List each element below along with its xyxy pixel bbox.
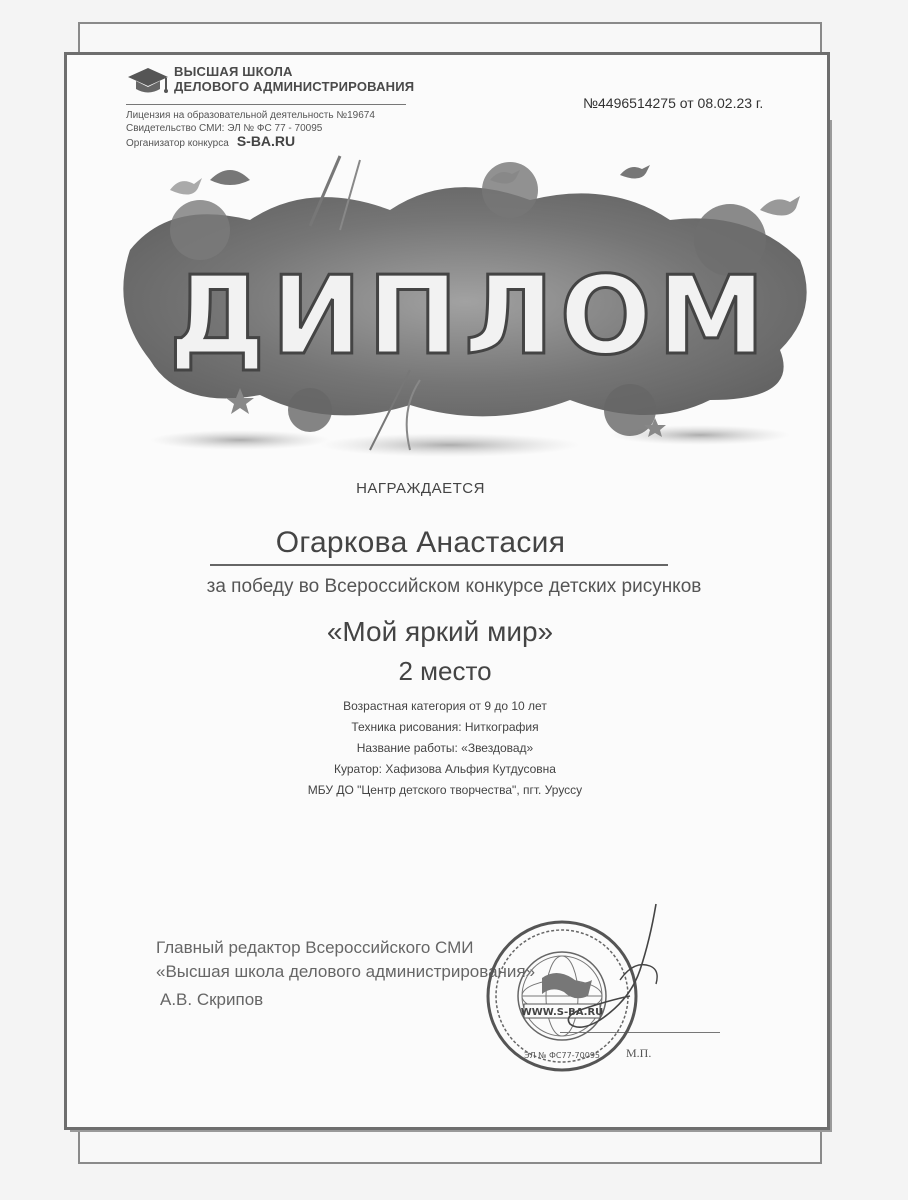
seal-registration-text: ЭЛ № ФС77-70095 xyxy=(524,1051,600,1060)
award-details xyxy=(0,696,890,801)
organizer-label: Организатор конкурса xyxy=(126,138,229,149)
document-number: №4496514275 от 08.02.23 г. xyxy=(583,95,764,111)
organizer-site: S-BA.RU xyxy=(236,133,296,149)
license-text: Лицензия на образовательной деятельность №19674 xyxy=(126,110,375,121)
award-reason: за победу во Всероссийском конкурсе детских рисунков xyxy=(206,576,702,597)
watercolor-splash-illustration xyxy=(110,160,830,470)
organization-info xyxy=(126,109,375,150)
place-text: 2 место xyxy=(398,656,492,686)
age-category: Возрастная категория от 9 до 10 лет xyxy=(343,699,547,713)
signer-position-line2: «Высшая школа делового администрирования» xyxy=(156,962,536,981)
technique: Техника рисования: Ниткография xyxy=(351,720,539,734)
recipient-underline xyxy=(210,564,668,566)
signer-name: А.В. Скрипов xyxy=(160,990,264,1009)
page-edge xyxy=(70,1130,832,1132)
handwritten-signature xyxy=(560,900,670,1050)
seal-site-text: WWW.S-BA.RU xyxy=(520,1007,604,1018)
signer-block xyxy=(156,936,535,1012)
diploma-title-text: ДИПЛОМ xyxy=(169,254,771,379)
curator: Куратор: Хафизова Альфия Кутдусовна xyxy=(334,762,556,776)
org-name-line1: ВЫСШАЯ ШКОЛА xyxy=(174,64,293,79)
media-certificate-text: Свидетельство СМИ: ЭЛ № ФС 77 - 70095 xyxy=(126,123,323,134)
divider xyxy=(126,104,406,105)
signer-position-line1: Главный редактор Всероссийского СМИ xyxy=(156,938,474,957)
work-title: Название работы: «Звездовад» xyxy=(356,741,534,755)
org-name-line2: ДЕЛОВОГО АДМИНИСТРИРОВАНИЯ xyxy=(174,79,415,94)
organization-name xyxy=(174,64,414,94)
recipient-name: Огаркова Анастасия xyxy=(275,526,566,559)
contest-name: «Мой яркий мир» xyxy=(326,616,554,647)
graduation-cap-icon xyxy=(126,66,170,96)
rewarded-label: НАГРАЖДАЕТСЯ xyxy=(356,480,485,497)
title-banner xyxy=(110,160,830,470)
institution: МБУ ДО "Центр детского творчества", пгт. Уруссу xyxy=(307,783,583,797)
stamp-place-label: М.П. xyxy=(626,1046,652,1060)
